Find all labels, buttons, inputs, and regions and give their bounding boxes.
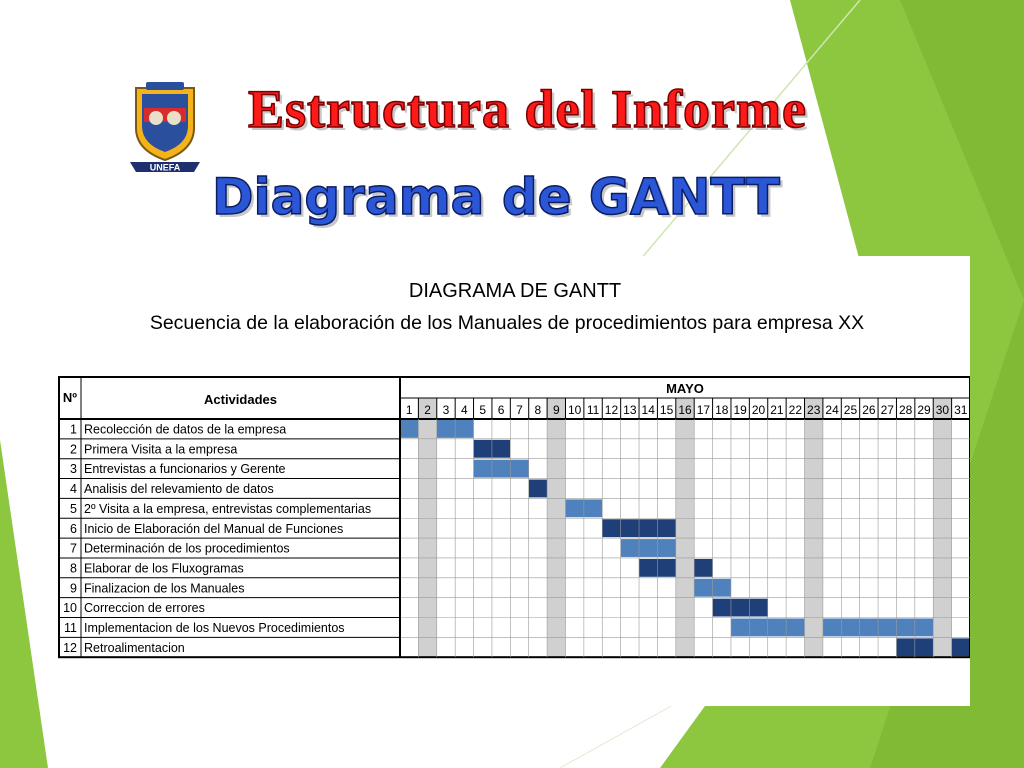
day-label: 10 (567, 403, 582, 417)
day-label: 8 (534, 403, 542, 417)
task-name: 2º Visita a la empresa, entrevistas complementarias (84, 501, 372, 516)
task-number: 6 (70, 521, 77, 536)
day-label: 11 (586, 403, 600, 417)
day-label: 5 (479, 403, 487, 417)
gantt-bar (621, 539, 676, 557)
day-label: 29 (917, 403, 931, 417)
day-label: 21 (770, 403, 784, 417)
weekend-column (418, 398, 436, 657)
slide-title: Estructura del Informe (248, 79, 807, 139)
weekend-column (933, 398, 951, 657)
day-label: 31 (954, 403, 968, 417)
task-name: Determinación de los procedimientos (84, 541, 290, 556)
day-label: 24 (825, 403, 839, 417)
bg-green-shape-left (0, 440, 48, 768)
gantt-bar (400, 420, 418, 438)
day-label: 3 (442, 403, 450, 417)
day-label: 23 (807, 403, 821, 417)
day-label: 30 (935, 403, 950, 417)
unefa-logo (130, 78, 200, 174)
day-label: 6 (497, 403, 505, 417)
gantt-bar (474, 460, 529, 478)
gantt-bar (713, 599, 768, 617)
task-number: 3 (70, 462, 77, 477)
day-label: 9 (552, 403, 560, 417)
task-name: Correccion de errores (84, 601, 205, 616)
day-label: 2 (424, 403, 431, 417)
day-label: 16 (678, 403, 692, 417)
task-name: Entrevistas a funcionarios y Gerente (84, 462, 286, 477)
day-label: 20 (751, 403, 766, 417)
day-label: 25 (843, 403, 858, 417)
task-number: 8 (70, 561, 77, 576)
task-name: Retroalimentacion (84, 640, 185, 655)
header-activities: Actividades (204, 392, 277, 407)
weekend-column (805, 398, 823, 657)
day-label: 4 (461, 403, 468, 417)
task-number: 4 (70, 482, 77, 497)
task-name: Elaborar de los Fluxogramas (84, 561, 244, 576)
task-number: 5 (70, 501, 77, 516)
task-number: 2 (70, 442, 77, 457)
day-label: 1 (405, 403, 413, 417)
gantt-title: DIAGRAMA DE GANTT (408, 280, 622, 302)
day-label: 28 (898, 403, 913, 417)
weekend-column (676, 398, 694, 657)
task-name: Inicio de Elaboración del Manual de Funciones (84, 521, 344, 536)
task-number: 12 (63, 640, 77, 655)
weekend-column (547, 398, 565, 657)
task-name: Implementacion de los Nuevos Procedimientos (84, 621, 345, 635)
gantt-panel (52, 256, 970, 706)
header-month: MAYO (666, 381, 704, 396)
task-name: Finalizacion de los Manuales (84, 581, 245, 596)
day-label: 22 (788, 403, 803, 417)
slide-subtitle: Diagrama de GANTT (212, 168, 780, 226)
task-number: 9 (70, 581, 77, 596)
day-label: 27 (880, 403, 894, 417)
day-label: 26 (862, 403, 876, 417)
day-label: 14 (641, 403, 655, 417)
task-number: 7 (70, 541, 77, 556)
task-name: Recolección de datos de la empresa (84, 422, 287, 437)
day-label: 12 (604, 403, 619, 417)
day-label: 7 (516, 403, 523, 417)
gantt-bar (952, 638, 970, 656)
logo-text: UNEFA (149, 162, 181, 173)
task-name: Primera Visita a la empresa (84, 442, 238, 457)
task-number: 10 (63, 601, 77, 616)
task-name: Analisis del relevamiento de datos (84, 482, 274, 497)
task-number: 1 (70, 422, 77, 437)
task-number: 11 (64, 621, 77, 635)
day-label: 15 (659, 403, 674, 417)
day-label: 17 (696, 403, 711, 417)
gantt-bar (529, 480, 547, 498)
gantt-subtitle: Secuencia de la elaboración de los Manuales de procedimientos para empresa XX (149, 312, 865, 334)
gantt-bar (694, 559, 712, 577)
day-label: 13 (623, 403, 637, 417)
day-label: 19 (733, 403, 747, 417)
header-number: Nº (62, 390, 78, 405)
gantt-chart (52, 256, 970, 706)
day-label: 18 (715, 403, 729, 417)
